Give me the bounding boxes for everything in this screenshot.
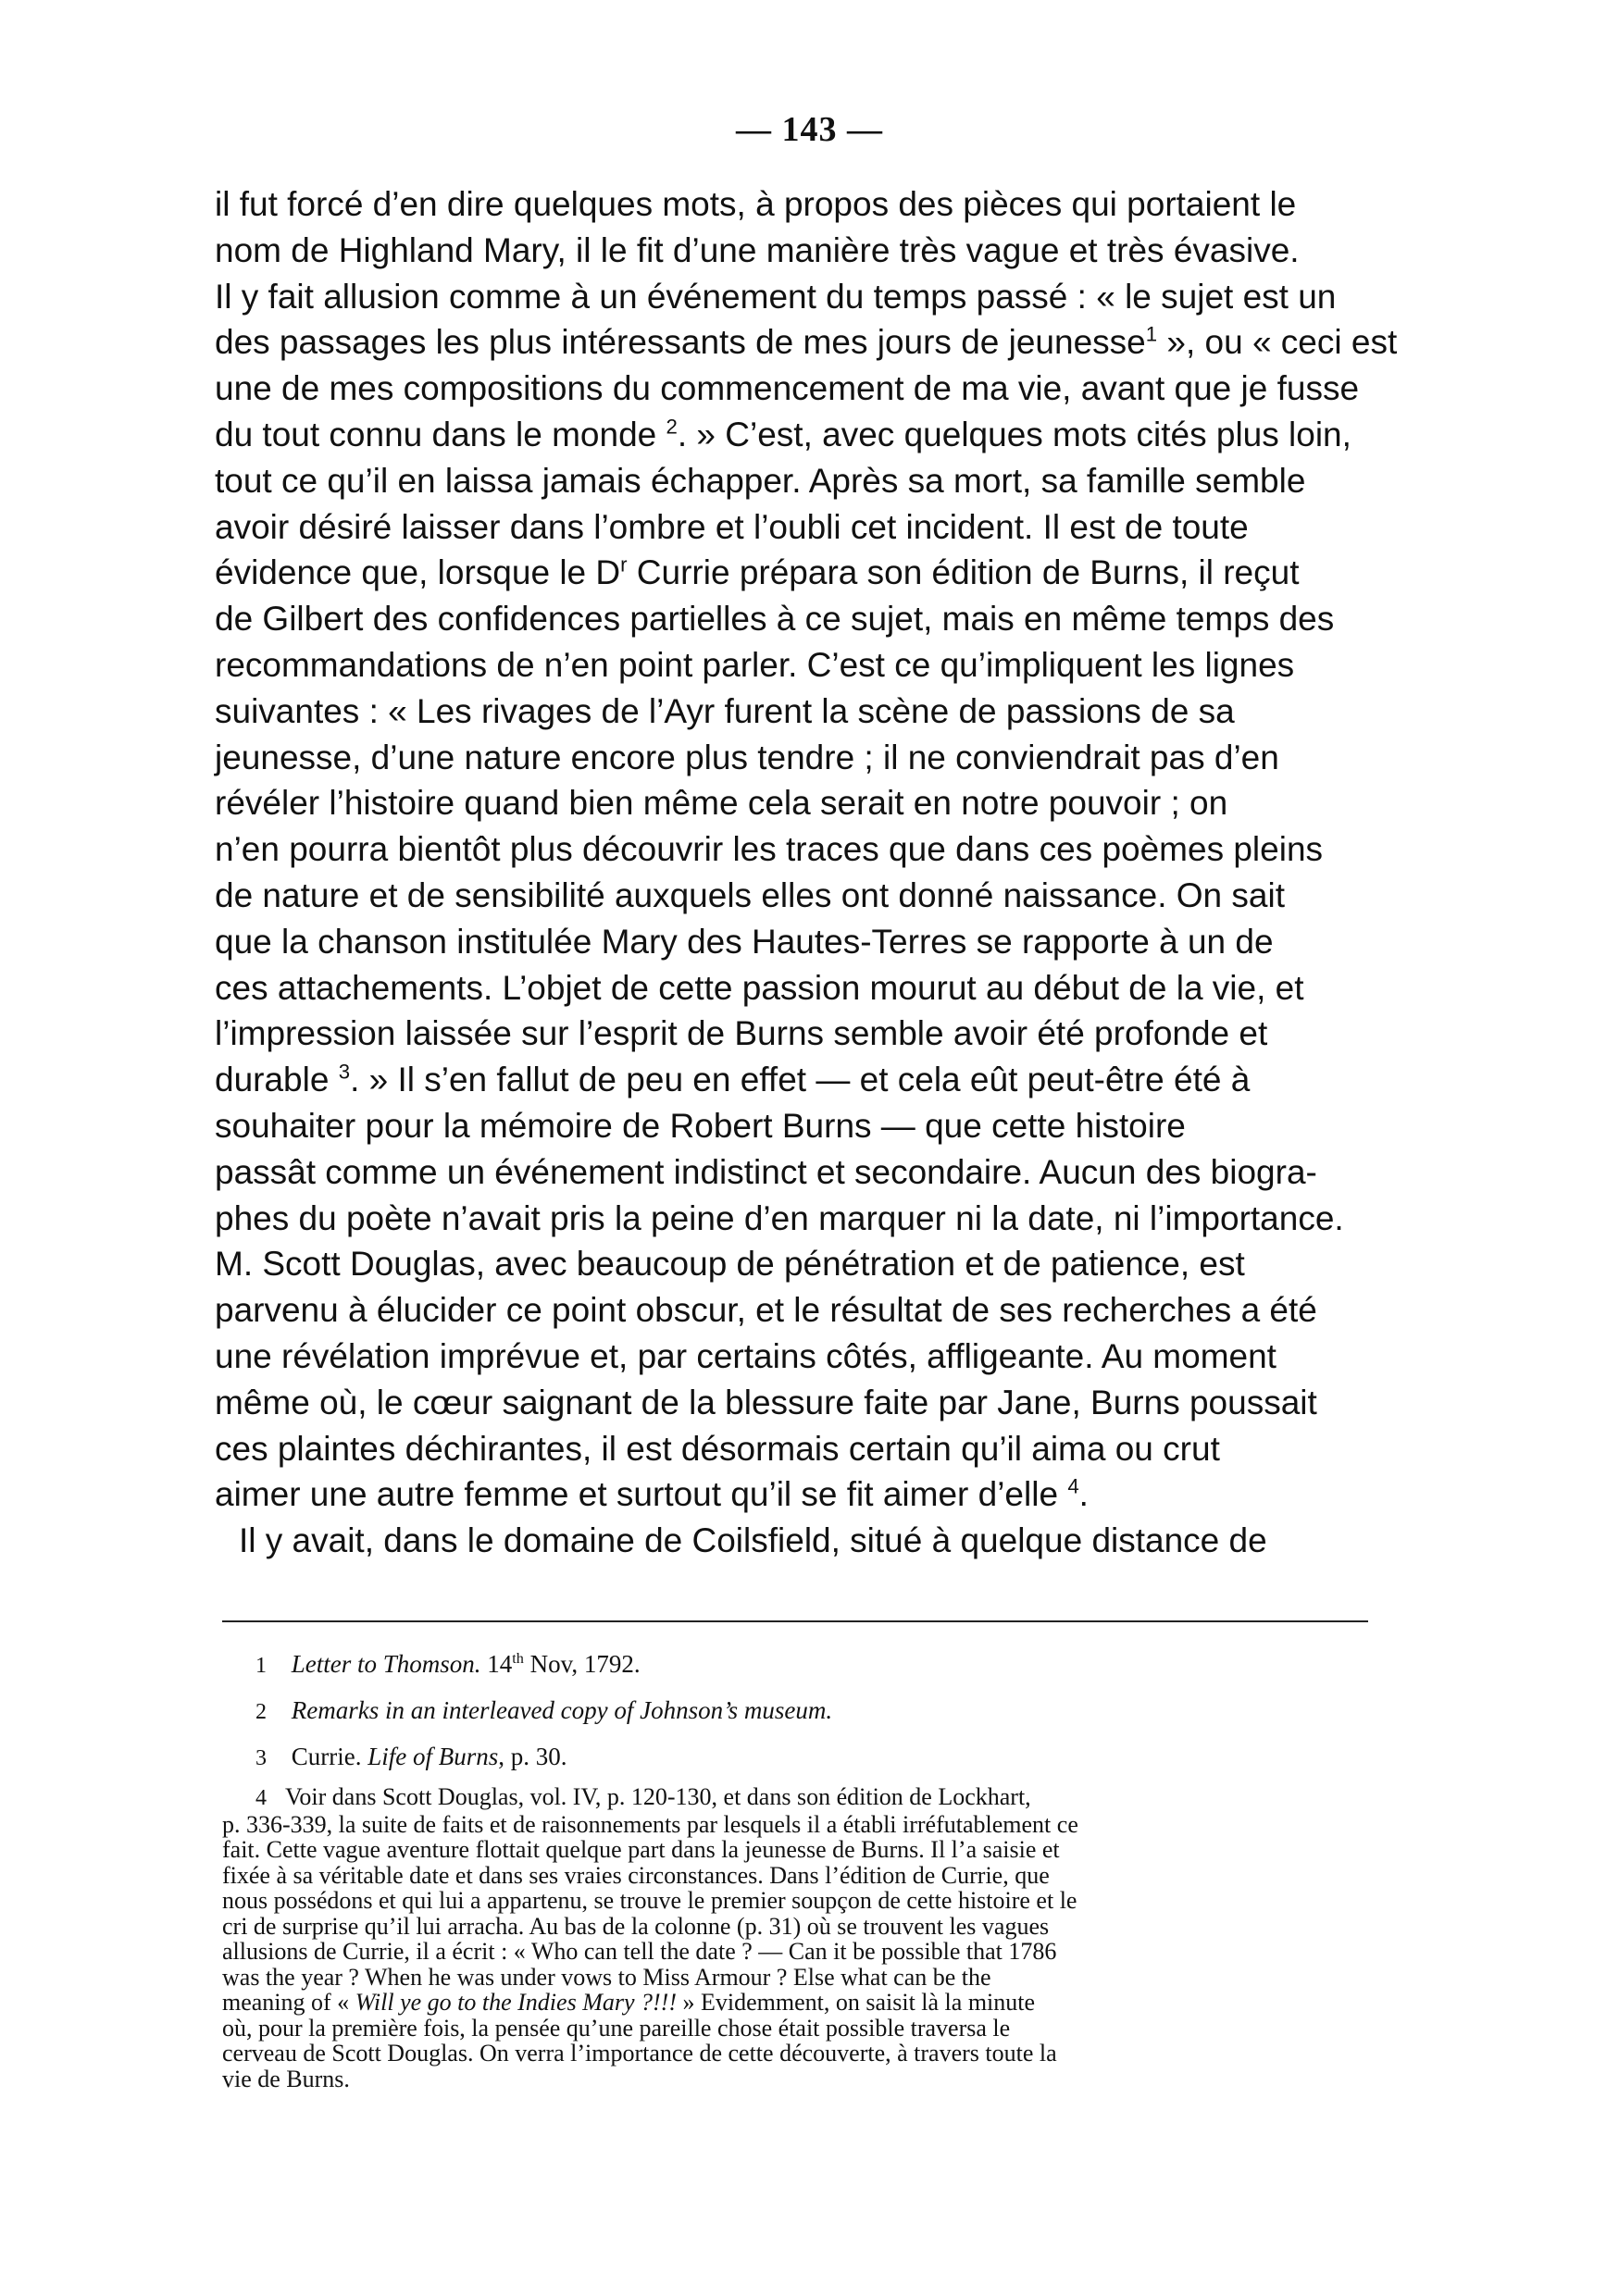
footnote-line [222, 1990, 1370, 2016]
footnote-line: cri de surprise qu’il lui arracha. Au bas de la colonne (p. 31) où se trouvent les vagues [222, 1912, 1050, 1940]
body-line-text: . » C’est, avec quelques mots cités plus loin, [677, 415, 1351, 453]
body-line: ces plaintes déchirantes, il est désormais certain qu’il aima ou crut [215, 1429, 1220, 1468]
footnote-text: 14 [480, 1650, 513, 1678]
footnote-line [222, 1784, 1370, 1812]
body-line: Il y fait allusion comme à un événement du temps passé : « le sujet est un [215, 277, 1337, 316]
body-line: recommandations de n’en point parler. C’est ce qu’impliquent les lignes [215, 645, 1295, 684]
footnote-number: 2 [255, 1700, 267, 1724]
footnote-line: fixée à sa véritable date et dans ses vraies circonstances. Dans l’édition de Currie, que [222, 1861, 1050, 1889]
body-line: parvenu à élucider ce point obscur, et le résultat de ses recherches a été [215, 1291, 1317, 1330]
footnote-text: Currie. [291, 1743, 368, 1770]
body-line: une de mes compositions du commencement de ma vie, avant que je fusse [215, 369, 1360, 408]
body-text [215, 181, 1398, 1564]
body-line: souhaiter pour la mémoire de Robert Burns — que cette histoire [215, 1106, 1186, 1145]
footnote-3 [222, 1738, 1370, 1777]
body-line: suivantes : « Les rivages de l’Ayr furent la scène de passions de sa [215, 691, 1235, 730]
footnote-number: 1 [255, 1654, 267, 1678]
footnotes [222, 1645, 1370, 2091]
footnote-title: Letter to Thomson. [291, 1650, 481, 1678]
body-line: Il y avait, dans le domaine de Coilsfield, situé à quelque distance de [239, 1521, 1267, 1560]
body-line: phes du poète n’avait pris la peine d’en marquer ni la date, ni l’importance. [215, 1198, 1344, 1237]
footnote-text: Nov, 1792. [523, 1650, 641, 1678]
body-line: même où, le cœur saignant de la blessure faite par Jane, Burns poussait [215, 1383, 1317, 1421]
footnote-title: Life of Burns [367, 1743, 499, 1770]
footnote-line: nous possédons et qui lui a appartenu, se trouve le premier soupçon de cette histoire et le [222, 1887, 1077, 1914]
footnote-ref-4: 4 [1067, 1474, 1079, 1498]
body-line [215, 1471, 1372, 1518]
footnote-2 [222, 1692, 1370, 1731]
footnote-superscript: th [512, 1650, 524, 1667]
footnote-line: où, pour la première fois, la pensée qu’une pareille chose était possible traversa le [222, 2014, 1011, 2042]
body-line-text: aimer une autre femme et surtout qu’il se fit aimer d’elle [215, 1475, 1059, 1514]
body-line [215, 550, 1372, 596]
footnote-ref-1: 1 [1145, 323, 1158, 347]
body-line: M. Scott Douglas, avec beaucoup de pénétration et de patience, est [215, 1245, 1245, 1284]
body-line-text: Currie prépara son édition de Burns, il reçut [627, 553, 1300, 592]
body-line [215, 1057, 1372, 1103]
footnote-text: , p. 30. [498, 1743, 567, 1770]
footnote-line: allusions de Currie, il a écrit : « Who can tell the date ? — Can it be possible that 1786 [222, 1938, 1057, 1965]
body-line: avoir désiré laisser dans l’ombre et l’oubli cet incident. Il est de toute [215, 507, 1249, 546]
footnote-italic: Will ye go to the Indies Mary ?!!! [355, 1989, 677, 2016]
body-line: passât comme un événement indistinct et secondaire. Aucun des biogra- [215, 1152, 1317, 1191]
body-line-text: . » Il s’en fallut de peu en effet — et cela eût peut-être été à [350, 1061, 1251, 1099]
footnote-4 [222, 1784, 1370, 2091]
body-line: que la chanson institulée Mary des Hautes-Terres se rapporte à un de [215, 922, 1274, 961]
body-line-text: du tout connu dans le monde [215, 415, 657, 453]
footnote-line: cerveau de Scott Douglas. On verra l’importance de cette découverte, à travers toute la [222, 2040, 1057, 2066]
body-line: il fut forcé d’en dire quelques mots, à propos des pièces qui portaient le [215, 185, 1297, 223]
body-line-text: durable [215, 1061, 330, 1099]
footnote-text: Voir dans Scott Douglas, vol. IV, p. 120-130, et dans son édition de Lockhart, [285, 1783, 1031, 1810]
footnote-line: fait. Cette vague aventure flottait quelque part dans la jeunesse de Burns. Il l’a saisie et [222, 1836, 1060, 1863]
body-line: de nature et de sensibilité auxquels elles ont donné naissance. On sait [215, 875, 1285, 914]
body-line: l’impression laissée sur l’esprit de Burns semble avoir été profonde et [215, 1014, 1268, 1053]
body-line-text: », ou « ceci est [1157, 323, 1398, 362]
footnote-number: 3 [255, 1746, 267, 1770]
body-line [215, 319, 1398, 366]
body-line: une révélation imprévue et, par certains côtés, affligeante. Au moment [215, 1336, 1277, 1375]
footnote-ref-2: 2 [666, 415, 678, 439]
footnote-divider [222, 1620, 1368, 1622]
body-line: révéler l’histoire quand bien même cela serait en notre pouvoir ; on [215, 784, 1228, 823]
footnote-line: was the year ? When he was under vows to Miss Armour ? Else what can be the [222, 1963, 991, 1991]
footnote-ref-3: 3 [338, 1060, 351, 1084]
body-line: nom de Highland Mary, il le fit d’une manière très vague et très évasive. [215, 230, 1300, 269]
footnote-text: » Evidemment, on saisit là la minute [676, 1989, 1036, 2016]
footnote-number: 4 [255, 1786, 267, 1810]
body-line [215, 412, 1372, 458]
body-line: ces attachements. L’objet de cette passion mourut au début de la vie, et [215, 968, 1304, 1007]
page-number: — 143 — [736, 110, 883, 149]
footnote-line: vie de Burns. [222, 2065, 350, 2092]
body-line: tout ce qu’il en laissa jamais échapper. Après sa mort, sa famille semble [215, 461, 1306, 500]
body-line: de Gilbert des confidences partielles à ce sujet, mais en même temps des [215, 600, 1335, 639]
footnote-line: p. 336-339, la suite de faits et de raisonnements par lesquels il a établi irréfutablement ce [222, 1810, 1078, 1838]
body-line-text: . [1078, 1475, 1089, 1514]
body-line-text: des passages les plus intéressants de mes jours de jeunesse [215, 323, 1146, 362]
superscript-r: r [620, 553, 628, 577]
body-line: jeunesse, d’une nature encore plus tendre ; il ne conviendrait pas d’en [215, 738, 1279, 776]
footnote-text: meaning of « [222, 1989, 355, 2016]
footnote-1 [222, 1645, 1370, 1684]
body-line-text: évidence que, lorsque le D [215, 553, 621, 592]
footnote-title: Remarks in an interleaved copy of Johnson’s museum. [291, 1696, 833, 1724]
body-line: n’en pourra bientôt plus découvrir les traces que dans ces poèmes pleins [215, 830, 1324, 869]
